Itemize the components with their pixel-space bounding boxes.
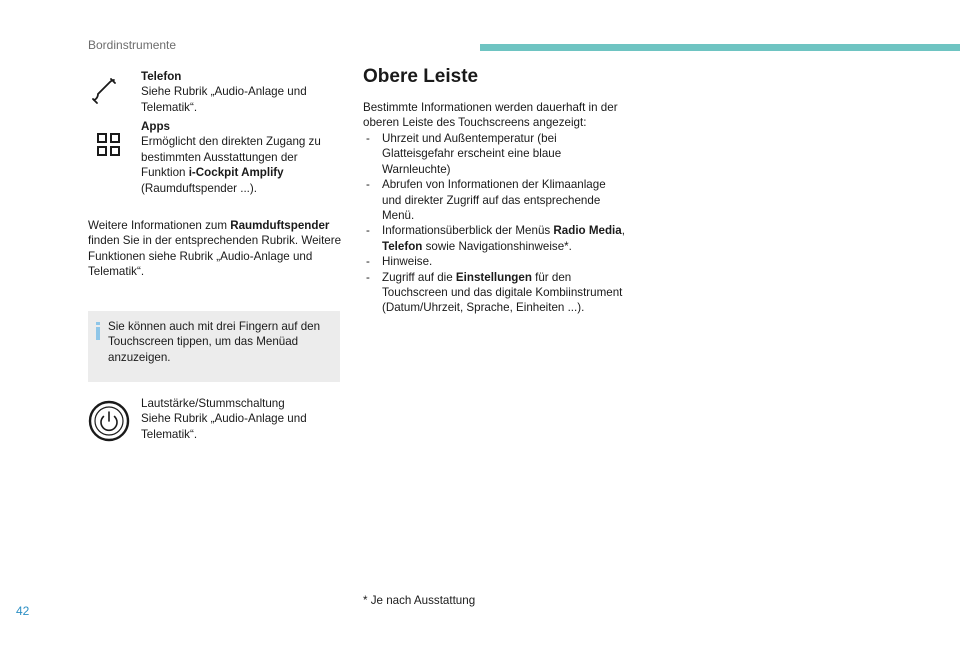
telefon-entry bbox=[141, 69, 341, 115]
list-item: - Informationsüberblick der Menüs Radio Media, Telefon sowie Navigationshinweise*. bbox=[366, 224, 625, 253]
apps-title: Apps bbox=[141, 120, 170, 133]
power-knob-icon bbox=[88, 400, 130, 442]
apps-text: Ermöglicht den direkten Zugang zu bestimmten Ausstattungen der Funktion i-Cockpit Amplify (Raumduftspender ...). bbox=[141, 135, 321, 195]
apps-grid-icon bbox=[96, 132, 122, 158]
header-accent-bar bbox=[480, 44, 960, 51]
tip-text: Sie können auch mit drei Fingern auf den Touchscreen tippen, um das Menüad anzuzeigen. bbox=[108, 320, 321, 364]
volume-title: Lautstärke/Stummschaltung bbox=[141, 397, 285, 410]
phone-icon bbox=[89, 75, 119, 105]
volume-entry bbox=[141, 396, 331, 442]
volume-text: Siehe Rubrik „Audio-Anlage und Telematik“. bbox=[141, 412, 307, 441]
telefon-title: Telefon bbox=[141, 70, 182, 83]
more-info-paragraph: Weitere Informationen zum Raumduftspender finden Sie in der entsprechenden Rubrik. Weitere Funktionen siehe Rubrik „Audio-Anlage und Telematik“. bbox=[88, 219, 342, 279]
section-title: Bordinstrumente bbox=[88, 38, 177, 52]
info-icon bbox=[96, 322, 100, 338]
footnote: * Je nach Ausstattung bbox=[363, 594, 476, 607]
list-item: - Uhrzeit und Außentemperatur (bei Glatteisgefahr erscheint eine blaue Warnleuchte) bbox=[366, 132, 562, 176]
intro-paragraph: Bestimmte Informationen werden dauerhaft in der oberen Leiste des Touchscreens angezeigt: bbox=[363, 101, 618, 130]
info-list bbox=[363, 131, 625, 316]
list-item: - Hinweise. bbox=[366, 255, 433, 269]
apps-entry bbox=[141, 119, 331, 196]
telefon-text: Siehe Rubrik „Audio-Anlage und Telematik“. bbox=[141, 85, 307, 114]
section-heading: Obere Leiste bbox=[363, 66, 479, 87]
page-number: 42 bbox=[16, 604, 30, 618]
list-item: - Zugriff auf die Einstellungen für den Touchscreen und das digitale Kombiinstrument (Datum/Uhrzeit, Sprache, Einheiten ...). bbox=[366, 270, 623, 315]
list-item: - Abrufen von Informationen der Klimaanlage und direkter Zugriff auf das entsprechende Menü. bbox=[366, 178, 606, 223]
